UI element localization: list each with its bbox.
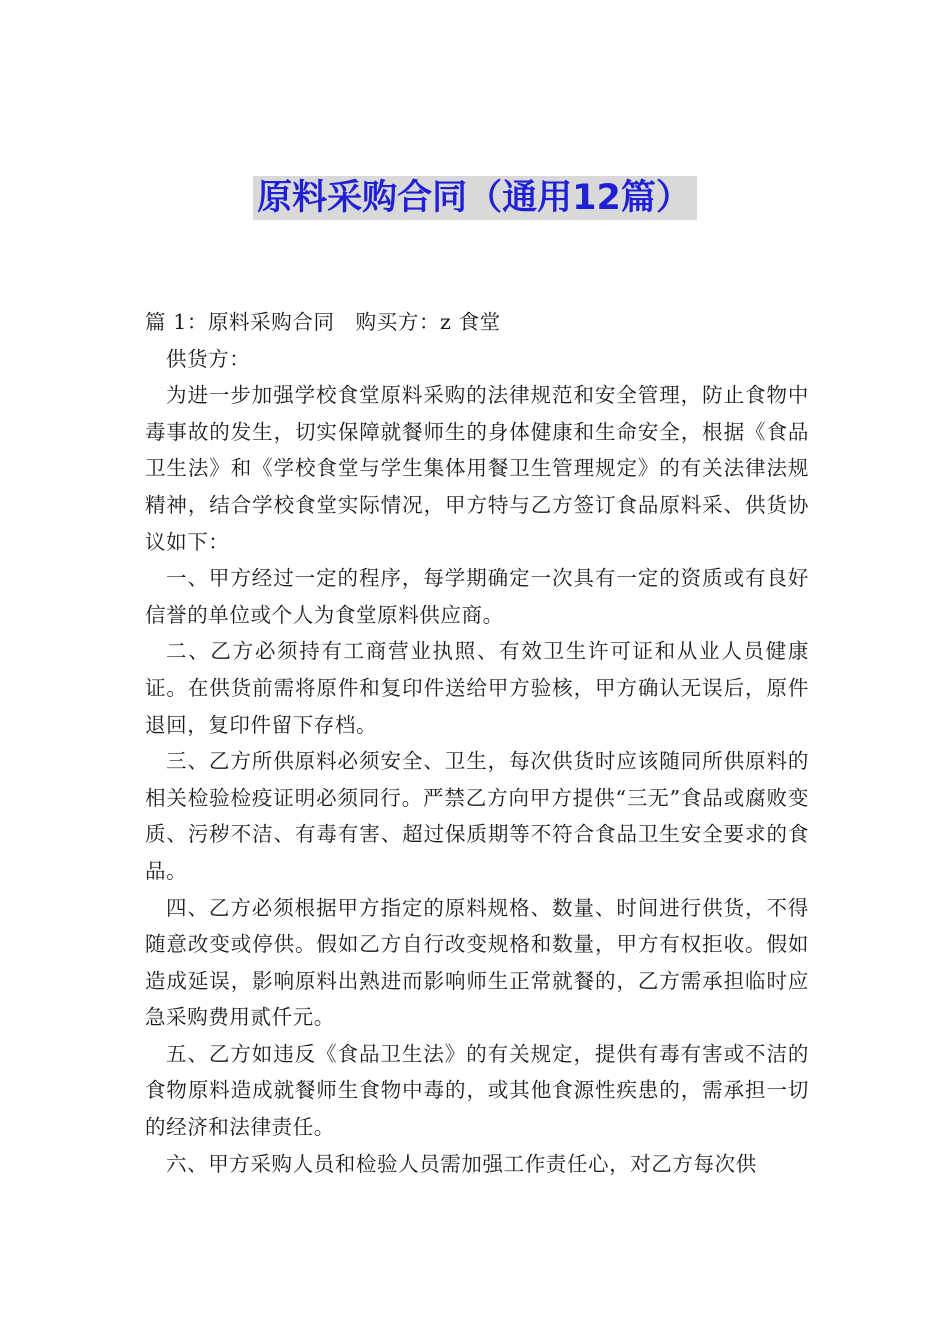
paragraph-clause-2: 二、乙方必须持有工商营业执照、有效卫生许可证和从业人员健康证。在供货前需将原件和复印件送给甲方验核，甲方确认无误后，原件退回，复印件留下存档。 — [145, 639, 809, 737]
paragraph-clause-5: 五、乙方如违反《食品卫生法》的有关规定，提供有毒有害或不洁的食物原料造成就餐师生食物中毒的，或其他食源性疾患的，需承担一切的经济和法律责任。 — [145, 1041, 809, 1140]
paragraph-supplier: 供货方： — [166, 346, 251, 371]
paragraph-clause-6: 六、甲方采购人员和检验人员需加强工作责任心，对乙方每次供 — [166, 1151, 757, 1176]
paragraph-clause-4: 四、乙方必须根据甲方指定的原料规格、数量、时间进行供货，不得随意改变或停供。假如乙方自行改变规格和数量，甲方有权拒收。假如造成延误，影响原料出熟进而影响师生正常就餐的，乙方需承担临时应急采购费用贰仟元。 — [145, 895, 809, 1030]
title-container — [0, 176, 950, 220]
document-body — [145, 304, 809, 1182]
paragraph-heading: 篇 1：原料采购合同 购买方：z 食堂 — [145, 310, 501, 334]
paragraph-clause-3: 三、乙方所供原料必须安全、卫生，每次供货时应该随同所供原料的相关检验检疫证明必须同行。严禁乙方向甲方提供“三无”食品或腐败变质、污秽不洁、有毒有害、超过保质期等不符合食品卫生安全要求的食品。 — [145, 749, 809, 883]
document-title: 原料采购合同（通用12篇） — [253, 176, 697, 220]
paragraph-intro: 为进一步加强学校食堂原料采购的法律规范和安全管理，防止食物中毒事故的发生，切实保障就餐师生的身体健康和生命安全，根据《食品卫生法》和《学校食堂与学生集体用餐卫生管理规定》的有关法律法规精神，结合学校食堂实际情况，甲方特与乙方签订食品原料采、供货协议如下： — [145, 383, 809, 554]
paragraph-clause-1: 一、甲方经过一定的程序，每学期确定一次具有一定的资质或有良好信誉的单位或个人为食堂原料供应商。 — [145, 566, 809, 627]
